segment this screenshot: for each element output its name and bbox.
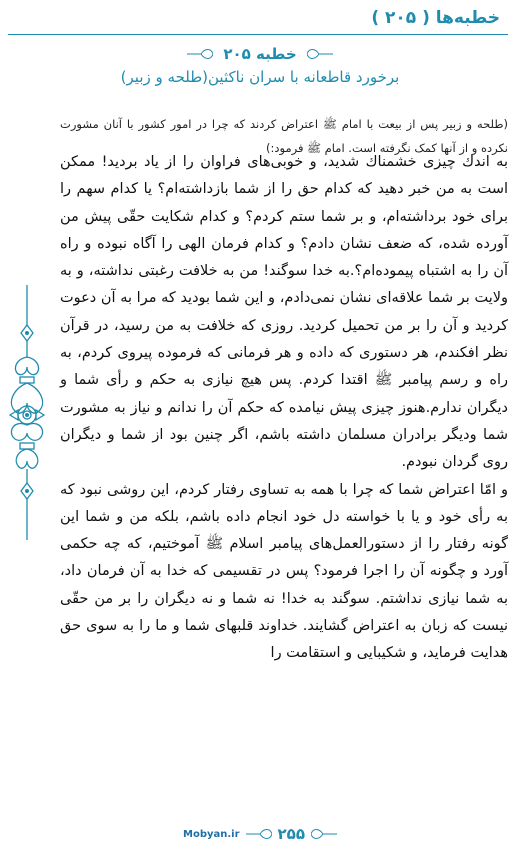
intro-note: (طلحه و زبیر پس از بیعت با امام ﷺ اعتراض کردند که چرا در امور کشور با آنان مشورت نکرده و از آنها کمک نگرفته است. امام ﷺ فرمود:) (60, 117, 508, 155)
site-brand: Mobyan.ir (183, 828, 240, 840)
ornament-left-icon (187, 48, 213, 60)
paragraph: و امّا اعتراض شما كه چرا با همه به تساوى رفتار كردم، اين روشى نبود كه به رأى خود و يا با خواسته دل خود انجام داده باشم، بلكه من و شما اين گونه رفتار را از دستورالعمل‌های پيامبر اسلام ﷺ آموختيم، كه چه حكمى آورد و چگونه آن را اجرا فرمود؟ پس در تقسيمى كه خدا به آن فرمان داد، به شما نيازى نداشتم. سوگند به خدا! نه شما و نه ديگران را بر من حقّى نيست كه زبان به اعتراض گشايند. خداوند قلبهاى شما و ما را به سوى حق هدايت فرمايد، و شكيبايى و استقامت را (60, 481, 508, 662)
paragraph: به اندك چيزى خشمناك شديد، و خوبی‌های فراوان را از ياد برديد! ممكن است به من خبر دهيد كه كدام حق را از شما بازداشته‌ام؟ يا كدام سهم را براى خود برداشته‌ام، و بر شما ستم كردم؟ و كدام شكايت حقّى پيش من آورده شده، كه ضعف نشان دادم؟ و كدام فرمان الهى را آگاه نبوده و راه آن را به اشتباه پيموده‌ام؟.به خدا سوگند! من به خلافت رغبتى نداشته، و به ولايت بر شما علاقه‌ای نشان نمی‌دادم، و اين شما بوديد كه مرا به آن دعوت كرديد و آن را بر من تحميل كرديد. روزى كه خلافت به من رسيد، در قرآن نظر افكندم، هر دستورى كه داده و هر فرمانى كه فرموده پيروى كردم، به راه و رسم پيامبر ﷺ اقتدا كردم. پس هيچ نيازى به حكم و رأى شما و ديگران ندارم.هنوز چيزى پيش نيامده كه حكم آن را ندانم و نياز به مشورت شما وديگر برادران مسلمان داشته باشم، اگر چنين بود از شما و ديگران روى گردان نبودم. (60, 154, 508, 471)
sermon-body (60, 149, 508, 668)
header-divider (8, 34, 508, 35)
section-title: خطبه‌ها ( ۲۰۵ ) (371, 8, 500, 28)
sermon-title: خطبه ۲۰۵ (223, 45, 297, 63)
footer-ornament-left-icon (246, 828, 272, 840)
ornament-right-icon (307, 48, 333, 60)
side-ornament-icon (6, 285, 48, 540)
footer-ornament-right-icon (311, 828, 337, 840)
sermon-subtitle: برخورد قاطعانه با سران ناکثین(طلحه و زبیر) (120, 68, 400, 86)
page-footer (0, 822, 520, 846)
page-number: ۲۵۵ (277, 825, 305, 843)
sermon-heading (95, 43, 425, 65)
